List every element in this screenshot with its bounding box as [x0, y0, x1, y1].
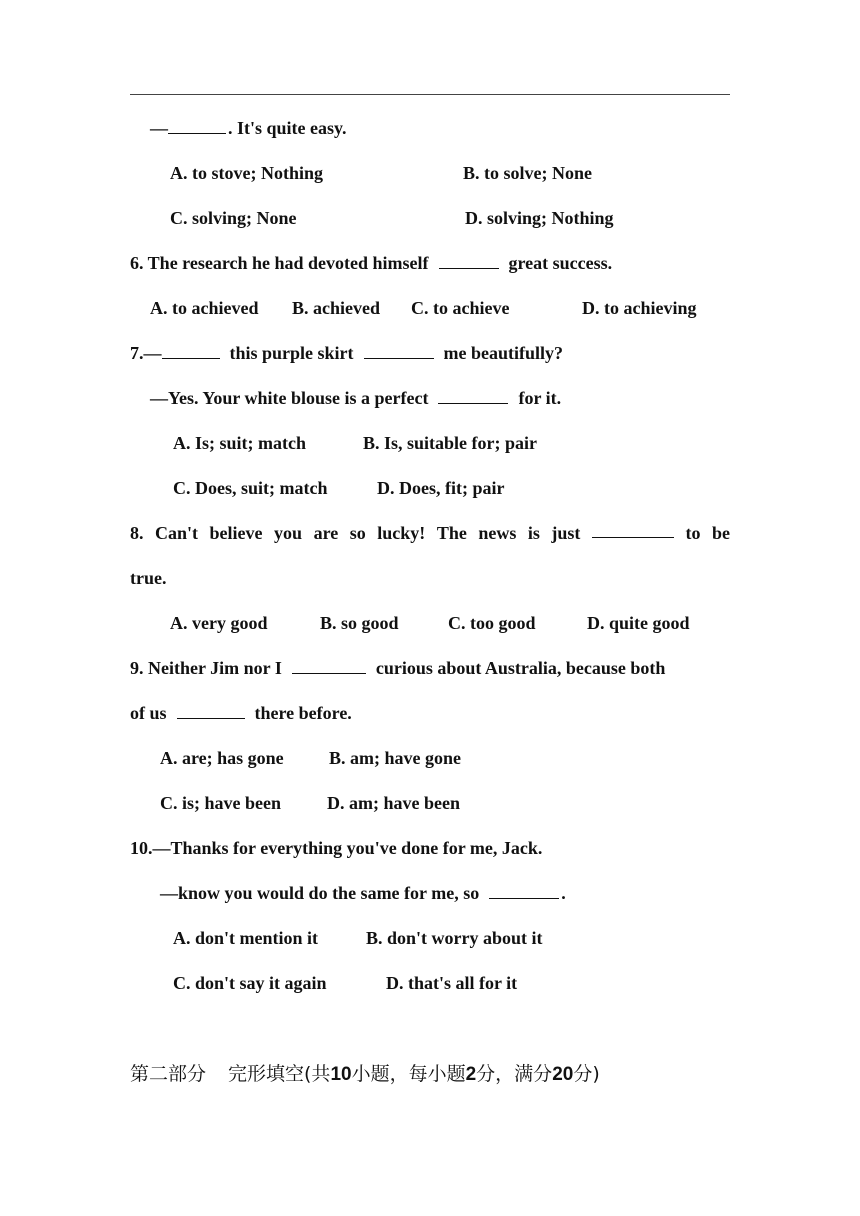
- q6-option-b: B. achieved: [292, 298, 380, 318]
- section-title-part1: 完形填空(共: [228, 1063, 331, 1085]
- q10-line2-part2: .: [561, 883, 566, 903]
- q10-option-d: D. that's all for it: [386, 973, 518, 993]
- q8-word: The: [436, 523, 467, 543]
- q8-word: so: [349, 523, 366, 543]
- q10-line1: 10.—Thanks for everything you've done for me, Jack.: [130, 838, 543, 858]
- q8-word: you: [274, 523, 303, 543]
- q5-option-a: A. to stove; Nothing: [170, 163, 323, 183]
- q7-line1-part1: 7.—: [130, 343, 162, 363]
- q5-prompt: [150, 116, 347, 140]
- q5-option-c: C. solving; None: [170, 208, 297, 228]
- answer-blank: [292, 657, 366, 674]
- q5-option-d: D. solving; Nothing: [465, 208, 614, 228]
- q7-option-b: B. Is, suitable for; pair: [363, 433, 538, 453]
- answer-blank: [489, 882, 559, 899]
- q8-option-d: D. quite good: [587, 613, 690, 633]
- points-each: 2: [465, 1064, 477, 1085]
- q7-line1-part2: this purple skirt: [229, 343, 354, 363]
- q8-word: be: [711, 523, 730, 543]
- q6-stem-part2: great success.: [508, 253, 613, 273]
- q9-line1: [130, 656, 665, 680]
- q8-word: are: [313, 523, 339, 543]
- answer-blank: [438, 387, 508, 404]
- top-rule: [130, 94, 730, 95]
- q8-line1: [130, 521, 730, 545]
- q5-prompt-tail: . It's quite easy.: [228, 118, 347, 138]
- answer-blank: [592, 521, 674, 538]
- q7-line2-part2: for it.: [518, 388, 562, 408]
- question-count: 10: [330, 1064, 352, 1085]
- q6-stem: [130, 251, 612, 275]
- q8-word: lucky!: [377, 523, 426, 543]
- section-title-part4: 分): [573, 1063, 600, 1085]
- q10-line2-part1: —know you would do the same for me, so: [160, 883, 480, 903]
- q9-option-b: B. am; have gone: [329, 748, 461, 768]
- q9-option-d: D. am; have been: [327, 793, 460, 813]
- section-title-part2: 小题，每小题: [351, 1063, 466, 1085]
- q7-line1: [130, 341, 563, 365]
- q7-line2: [150, 386, 561, 410]
- q6-stem-part1: 6. The research he had devoted himself: [130, 253, 429, 273]
- q8-word: is: [527, 523, 540, 543]
- section-heading: [130, 1061, 600, 1088]
- q10-option-a: A. don't mention it: [173, 928, 319, 948]
- q8-option-a: A. very good: [170, 613, 268, 633]
- answer-blank: [364, 342, 434, 359]
- answer-blank: [177, 702, 245, 719]
- q9-line2: [130, 701, 352, 725]
- q8-word: believe: [209, 523, 263, 543]
- q9-option-c: C. is; have been: [160, 793, 281, 813]
- q9-line1-part1: 9. Neither Jim nor I: [130, 658, 282, 678]
- q8-word: just: [551, 523, 581, 543]
- q7-option-d: D. Does, fit; pair: [377, 478, 505, 498]
- q10-line2: [160, 881, 566, 905]
- q8-option-c: C. too good: [448, 613, 536, 633]
- q10-option-c: C. don't say it again: [173, 973, 327, 993]
- q8-word: news: [478, 523, 517, 543]
- q8-word: 8.: [130, 523, 144, 543]
- q9-line2-part2: there before.: [254, 703, 352, 723]
- answer-blank: [162, 342, 220, 359]
- q8-word: to: [685, 523, 701, 543]
- q5-prompt-lead: —: [150, 118, 168, 138]
- q5-option-b: B. to solve; None: [463, 163, 592, 183]
- section-title-part3: 分，满分: [476, 1063, 553, 1085]
- q7-line2-part1: —Yes. Your white blouse is a perfect: [150, 388, 429, 408]
- total-points: 20: [552, 1064, 574, 1085]
- q8-word: Can't: [155, 523, 199, 543]
- q6-option-d: D. to achieving: [582, 298, 697, 318]
- answer-blank: [439, 252, 499, 269]
- q7-option-a: A. Is; suit; match: [173, 433, 306, 453]
- q8-option-b: B. so good: [320, 613, 399, 633]
- q8-line2: true.: [130, 568, 167, 588]
- section-part-label: 第二部分: [130, 1063, 207, 1085]
- q9-line1-part2: curious about Australia, because both: [375, 658, 666, 678]
- q7-option-c: C. Does, suit; match: [173, 478, 328, 498]
- q6-option-c: C. to achieve: [411, 298, 510, 318]
- q6-option-a: A. to achieved: [150, 298, 259, 318]
- answer-blank: [168, 117, 226, 134]
- q9-option-a: A. are; has gone: [160, 748, 284, 768]
- q10-option-b: B. don't worry about it: [366, 928, 543, 948]
- q7-line1-part3: me beautifully?: [443, 343, 564, 363]
- q9-line2-part1: of us: [130, 703, 167, 723]
